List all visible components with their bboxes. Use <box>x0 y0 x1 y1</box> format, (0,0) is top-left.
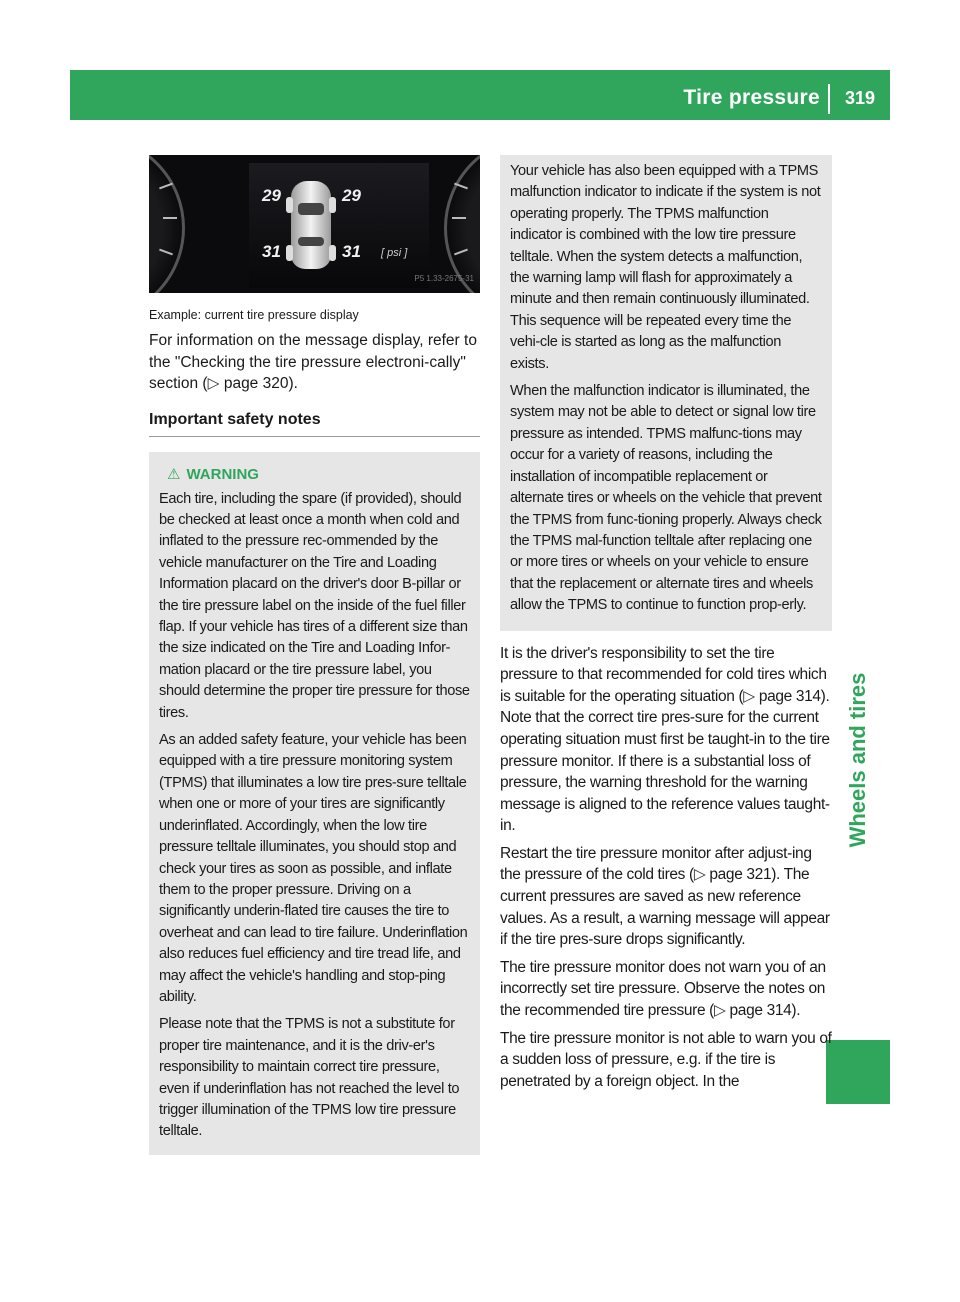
tire-fl-icon <box>286 197 293 213</box>
page-header <box>70 70 890 120</box>
tire-fr-icon <box>329 197 336 213</box>
right-p2-text: Restart the tire pressure monitor after adjust-ing the pressure of the cold tires ( <box>500 844 812 884</box>
info-paragraph-1: Your vehicle has also been equipped with a TPMS malfunction indicator to indicate if the system is not operating properly. The TPMS malfunction indicator is combined with the low tire pressure telltale. When the system detects a malfunction, the warning lamp will flash for approximately a minute and then remain continuously illuminated. This sequence will be repeated every time the vehi-cle is started as long as the malfunction exists. <box>510 163 821 372</box>
right-p3-ref[interactable]: page 314). <box>725 1002 801 1020</box>
warning-paragraph-3: Please note that the TPMS is not a substitute for proper tire maintenance, and it is the driv-er's responsibility to maintain correct tire pressure, even if underinflation has not reached the level to trigger illumination of the TPMS low tire pressure telltale. <box>159 1016 460 1140</box>
right-p1-text: It is the driver's responsibility to set the tire pressure to that recommended for cold tires which is suitable for the operating situation ( <box>500 644 827 705</box>
warning-heading <box>159 464 470 485</box>
gauge-tick <box>163 217 177 219</box>
right-paragraph-1 <box>500 643 832 837</box>
intro-page-ref[interactable]: page 320). <box>219 375 298 393</box>
right-body-text <box>500 643 832 1093</box>
tire-pressure-figure <box>149 155 480 293</box>
page-ref-arrow-icon: ▷ <box>743 687 755 705</box>
display-screen <box>249 163 429 288</box>
right-p1-ref[interactable]: page 314). Note that the correct tire pres-sure for the current operating situation must first be taught-in to the tire pressure monitor. If there is a substantial loss of pressure, the warning threshold for the warning message is aligned to the reference values taught-in. <box>500 687 830 835</box>
page-ref-arrow-icon: ▷ <box>693 866 706 884</box>
right-column <box>500 155 832 1098</box>
car-top-view-icon <box>291 181 331 269</box>
warning-title: WARNING <box>186 466 259 484</box>
info-paragraph-2: When the malfunction indicator is illuminated, the system may not be able to detect or signal low tire pressure as intended. TPMS malfunc-tions may occur for a variety of reasons, including the installation of incompatible replacement or alternate tires or wheels on the vehicle that prevent the TPMS from func-tioning properly. Always check the TPMS mal-function telltale after replacing one or more tires or wheels on your vehicle to ensure that the replacement or alternate tires and wheels allow the TPMS to continue to function prop-erly. <box>510 383 822 614</box>
page-ref-arrow-icon: ▷ <box>714 1002 726 1020</box>
right-p3-text: The tire pressure monitor does not warn you of an incorrectly set tire pressure. Observe the notes on the recommended tire pressure ( <box>500 958 826 1020</box>
left-column <box>149 155 480 1155</box>
figure-code: P5 1.33-2675-31 <box>414 273 474 283</box>
rear-window <box>298 237 324 246</box>
side-tab-text: Wheels and tires <box>845 672 870 848</box>
tire-rr-icon <box>329 245 336 261</box>
intro-paragraph <box>149 330 480 395</box>
right-paragraph-3 <box>500 957 832 1022</box>
page-ref-arrow-icon: ▷ <box>207 375 220 393</box>
side-tab-marker <box>826 1040 890 1104</box>
tpms-info-box <box>500 155 832 631</box>
right-p2-ref[interactable]: page 321). The current pressures are saved as new reference values. As a result, a warning message will appear if the tire pres-sure drops significantly. <box>500 866 830 949</box>
gauge-tick <box>452 217 466 219</box>
header-title: Tire pressure <box>683 86 820 109</box>
figure-caption: Example: current tire pressure display <box>149 308 359 322</box>
intro-text: For information on the message display, refer to the "Checking the tire pressure electroni-cally" section ( <box>149 332 477 393</box>
right-paragraph-4: The tire pressure monitor is not able to warn you of a sudden loss of pressure, e.g. if the tire is penetrated by a foreign object. In the <box>500 1029 832 1090</box>
page-number: 319 <box>844 88 876 108</box>
tire-value-rear-left: 31 <box>262 242 281 261</box>
tire-value-front-right: 29 <box>342 186 361 205</box>
side-tab-label <box>836 660 880 860</box>
right-paragraph-2 <box>500 843 832 951</box>
section-title: Important safety notes <box>149 409 480 437</box>
windshield <box>298 203 324 215</box>
warning-box <box>149 452 480 1155</box>
left-gauge <box>149 155 185 293</box>
warning-paragraph-1: Each tire, including the spare (if provided), should be checked at least once a month when cold and inflated to the pressure rec-ommended by the vehicle manufacturer on the Tire and Loading Information placard on the driver's door B-pillar or the tire pressure label on the inside of the fuel filler flap. If your vehicle has tires of a different size than the size indicated on the Tire and Loading Infor-mation placard or the tire pressure label, you should determine the proper tire pressure for those tires. <box>159 490 470 721</box>
pressure-unit: [ psi ] <box>381 247 408 259</box>
warning-triangle-icon: ⚠ <box>167 466 181 484</box>
warning-paragraph-2: As an added safety feature, your vehicle has been equipped with a tire pressure monitoring system (TPMS) that illuminates a low tire pres-sure telltale when one or more of your tires are significantly underinflated. Accordingly, when the low tire pressure telltale illuminates, you should stop and check your tires as soon as possible, and inflate them to the proper pressure. Driving on a significantly underin-flated tire causes the tire to overheat and can lead to tire failure. Underinflation also reduces fuel efficiency and tire tread life, and may affect the vehicle's handling and stop-ping ability. <box>159 732 468 1005</box>
tire-value-rear-right: 31 <box>342 242 361 261</box>
tire-rl-icon <box>286 245 293 261</box>
tire-value-front-left: 29 <box>262 186 281 205</box>
